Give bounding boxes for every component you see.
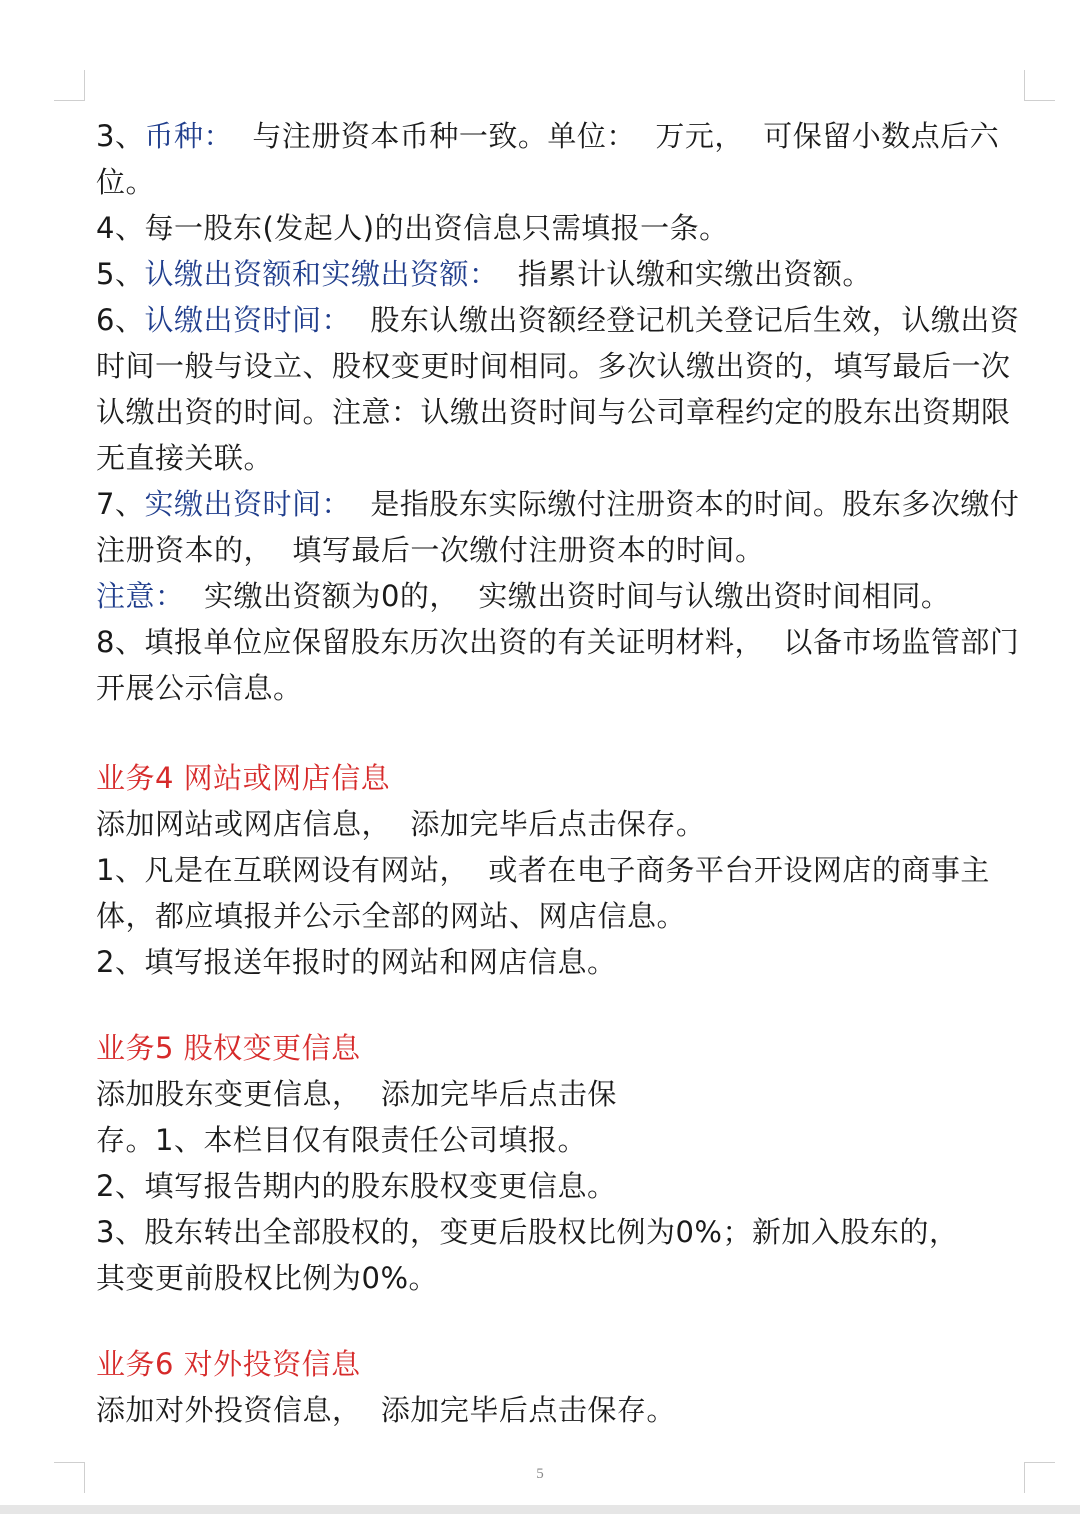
business-6-line: 添加对外投资信息， 添加完毕后点击保存。 [96, 1393, 676, 1427]
page-number: 5 [536, 1466, 544, 1482]
note-term: 注意： [96, 579, 185, 613]
item-lead: 6、 [96, 303, 145, 337]
business-4-line: 2、填写报送年报时的网站和网店信息。 [96, 945, 617, 979]
item-term: 币种： [144, 119, 233, 153]
item-text: 股东认缴出资额经登记机关登记后生效，认缴出资时间一般与设立、股权变更时间相同。多次认缴出资的，填写最后一次认缴出资的时间。注意：认缴出资时间与公司章程约定的股东出资期限无直接关联。 [96, 303, 1020, 475]
business-4-line: 1、凡是在互联网设有网站， 或者在电子商务平台开设网店的商事主体，都应填报并公示全部的网站、网店信息。 [96, 853, 990, 933]
business-4-line: 添加网站或网店信息， 添加完毕后点击保存。 [96, 807, 706, 841]
item-6-subscribe-time [96, 297, 1026, 481]
item-3-currency [96, 113, 1026, 205]
business-5-line: 存。1、本栏目仅有限责任公司填报。 [96, 1123, 587, 1157]
heading-business-6: 业务6 对外投资信息 [96, 1347, 361, 1381]
business-5-line: 2、填写报告期内的股东股权变更信息。 [96, 1169, 617, 1203]
heading-business-5: 业务5 股权变更信息 [96, 1031, 361, 1065]
item-lead: 7、 [96, 487, 145, 521]
item-8-evidence [96, 619, 1026, 711]
item-5-amounts [96, 251, 1026, 297]
item-term: 实缴出资时间： [144, 487, 351, 521]
item-7-paid-time [96, 481, 1026, 573]
page-bottom-strip [0, 1505, 1080, 1514]
item-text: 与注册资本币种一致。单位： 万元， 可保留小数点后六位。 [96, 119, 1000, 199]
item-lead: 5、 [96, 257, 145, 291]
crop-mark-top-right [1024, 70, 1055, 101]
note-zero-paid [96, 573, 1026, 619]
item-term: 认缴出资时间： [144, 303, 351, 337]
item-lead: 3、 [96, 119, 145, 153]
item-text: 实缴出资额为0的， 实缴出资时间与认缴出资时间相同。 [184, 579, 951, 613]
item-term: 认缴出资额和实缴出资额： [144, 257, 499, 291]
item-text: 指累计认缴和实缴出资额。 [498, 257, 872, 291]
item-text: 是指股东实际缴付注册资本的时间。股东多次缴付注册资本的， 填写最后一次缴付注册资本的时间。 [96, 487, 1020, 567]
item-text: 8、填报单位应保留股东历次出资的有关证明材料， 以备市场监管部门开展公示信息。 [96, 625, 1020, 705]
business-5-line: 3、股东转出全部股权的，变更后股权比例为0%；新加入股东的，其变更前股权比例为0%。 [96, 1215, 959, 1295]
item-4-one-record [96, 205, 1026, 251]
business-5-line: 添加股东变更信息， 添加完毕后点击保 [96, 1077, 617, 1111]
document-body [96, 113, 1026, 1433]
crop-mark-top-left [54, 70, 85, 101]
heading-business-4: 业务4 网站或网店信息 [96, 761, 391, 795]
item-text: 4、每一股东(发起人)的出资信息只需填报一条。 [96, 211, 729, 245]
